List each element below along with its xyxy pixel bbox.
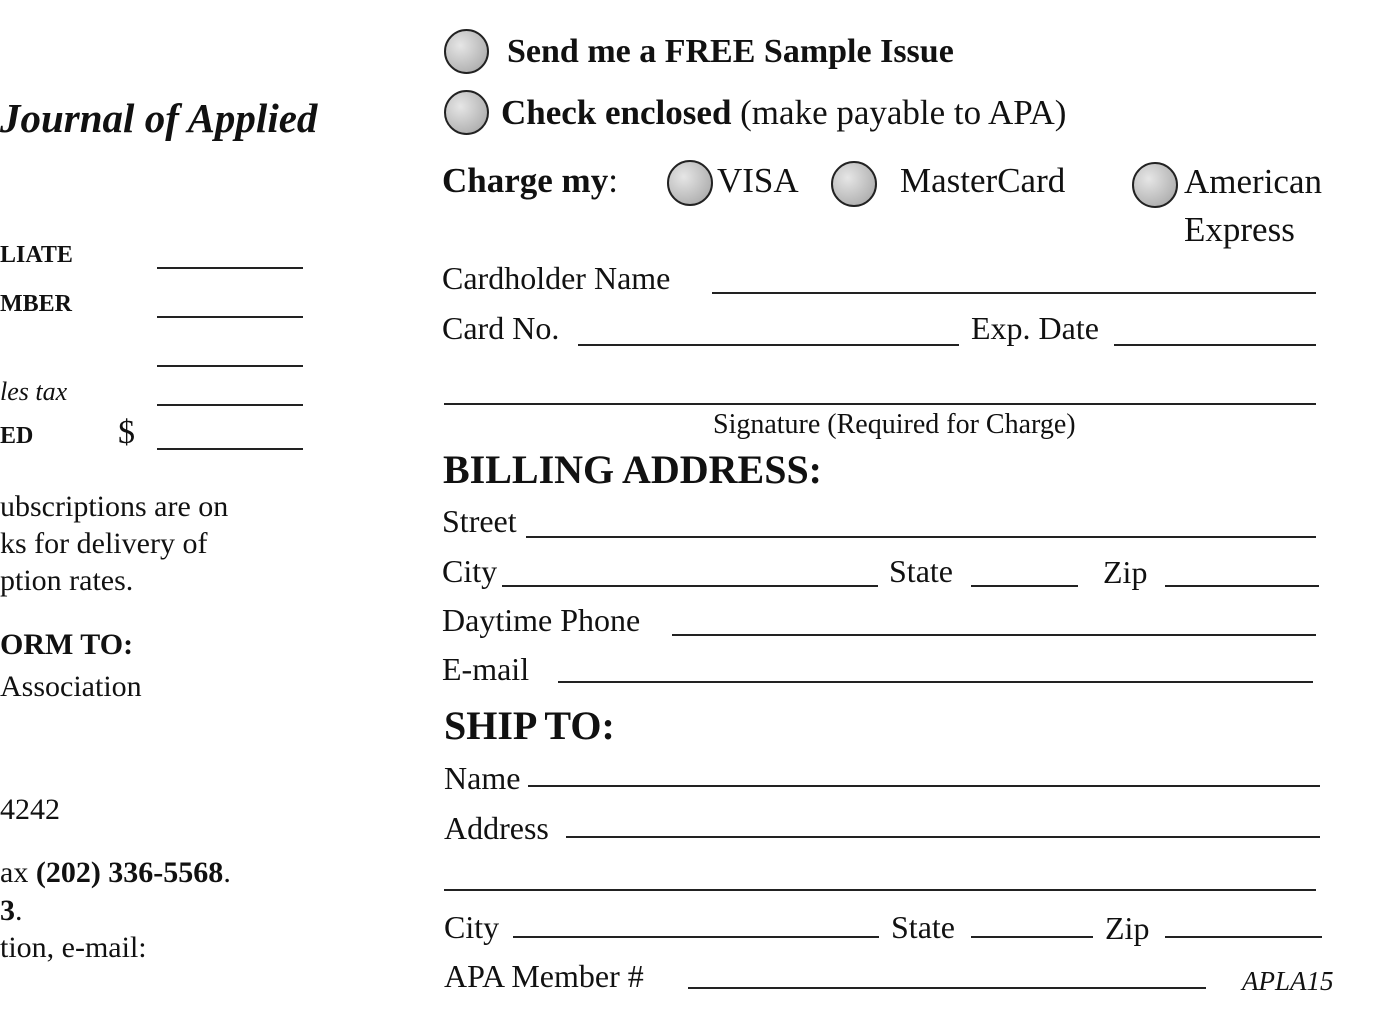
apa-member-line[interactable] (688, 987, 1206, 989)
sales-tax-label: les tax (0, 377, 68, 406)
visa-label: VISA (717, 161, 799, 200)
signature-line[interactable] (444, 403, 1316, 405)
billing-email-label: E-mail (442, 651, 530, 687)
sales-tax-amount-line[interactable] (157, 404, 303, 406)
cardholder-name-line[interactable] (712, 292, 1316, 294)
subtotal-amount-line[interactable] (157, 365, 303, 367)
amex-label-line1: American (1184, 162, 1322, 201)
journal-title: Journal of Applied (0, 95, 318, 141)
charge-my-label (442, 163, 618, 198)
card-no-label: Card No. (442, 310, 560, 346)
card-no-line[interactable] (578, 344, 959, 346)
check-enclosed-bold: Check enclosed (501, 93, 732, 132)
billing-address-heading: BILLING ADDRESS: (443, 447, 823, 492)
apa-member-label: APA Member # (444, 958, 644, 994)
phone-fragment: 4242 (0, 793, 60, 826)
mastercard-label: MasterCard (900, 161, 1066, 200)
ship-address-line-2[interactable] (444, 889, 1316, 891)
email-fragment: tion, e-mail: (0, 931, 147, 964)
note-line-2: ks for delivery of (0, 527, 208, 560)
billing-street-line[interactable] (526, 536, 1316, 538)
signature-caption: Signature (Required for Charge) (713, 409, 1076, 440)
ship-name-label: Name (444, 760, 521, 796)
ship-name-line[interactable] (528, 785, 1320, 787)
billing-phone-line[interactable] (672, 634, 1316, 636)
ship-zip-label: Zip (1105, 910, 1150, 946)
billing-state-line[interactable] (971, 585, 1078, 587)
visa-radio[interactable] (667, 160, 713, 206)
billing-street-label: Street (442, 503, 517, 539)
fax-prefix: ax (0, 856, 36, 889)
total-label: ED (0, 423, 34, 449)
fragment-line (0, 896, 23, 926)
ship-state-label: State (891, 909, 955, 945)
fragment-bold: 3 (0, 894, 15, 927)
ship-to-heading: SHIP TO: (444, 703, 615, 748)
note-line-1: ubscriptions are on (0, 490, 229, 523)
amex-label-line2: Express (1184, 210, 1295, 249)
cardholder-name-label: Cardholder Name (442, 260, 671, 296)
member-amount-line[interactable] (157, 316, 303, 318)
billing-city-line[interactable] (502, 585, 878, 587)
check-enclosed-note: (make payable to APA) (731, 93, 1067, 132)
total-amount-line[interactable] (157, 448, 303, 450)
check-enclosed-label (501, 95, 1066, 130)
amex-radio[interactable] (1132, 162, 1178, 208)
billing-zip-line[interactable] (1165, 585, 1319, 587)
affiliate-label: LIATE (0, 242, 73, 268)
billing-email-line[interactable] (558, 681, 1313, 683)
form-code: APLA15 (1242, 966, 1334, 996)
affiliate-amount-line[interactable] (157, 267, 303, 269)
exp-date-line[interactable] (1114, 344, 1316, 346)
fax-suffix: . (223, 856, 231, 889)
billing-zip-label: Zip (1103, 554, 1148, 590)
ship-city-label: City (444, 909, 500, 945)
fax-line (0, 858, 231, 888)
billing-phone-label: Daytime Phone (442, 602, 641, 638)
billing-state-label: State (889, 553, 953, 589)
sample-issue-radio[interactable] (444, 29, 489, 74)
mastercard-radio[interactable] (831, 161, 877, 207)
check-enclosed-radio[interactable] (444, 90, 489, 135)
charge-my-colon: : (608, 161, 618, 200)
ship-address-line-1[interactable] (566, 836, 1320, 838)
ship-city-line[interactable] (513, 936, 879, 938)
charge-my-text: Charge my (442, 161, 609, 200)
fax-number: (202) 336-5568 (35, 856, 224, 889)
note-line-3: ption rates. (0, 564, 134, 597)
ship-address-label: Address (444, 810, 549, 846)
member-label: MBER (0, 291, 72, 317)
fragment-dot: . (15, 894, 23, 927)
send-form-heading: ORM TO: (0, 628, 134, 661)
exp-date-label: Exp. Date (971, 310, 1099, 346)
billing-city-label: City (442, 553, 498, 589)
ship-zip-line[interactable] (1165, 936, 1322, 938)
dollar-sign: $ (118, 414, 135, 451)
ship-state-line[interactable] (971, 936, 1093, 938)
association-text: Association (0, 670, 142, 703)
sample-issue-label: Send me a FREE Sample Issue (507, 33, 954, 70)
